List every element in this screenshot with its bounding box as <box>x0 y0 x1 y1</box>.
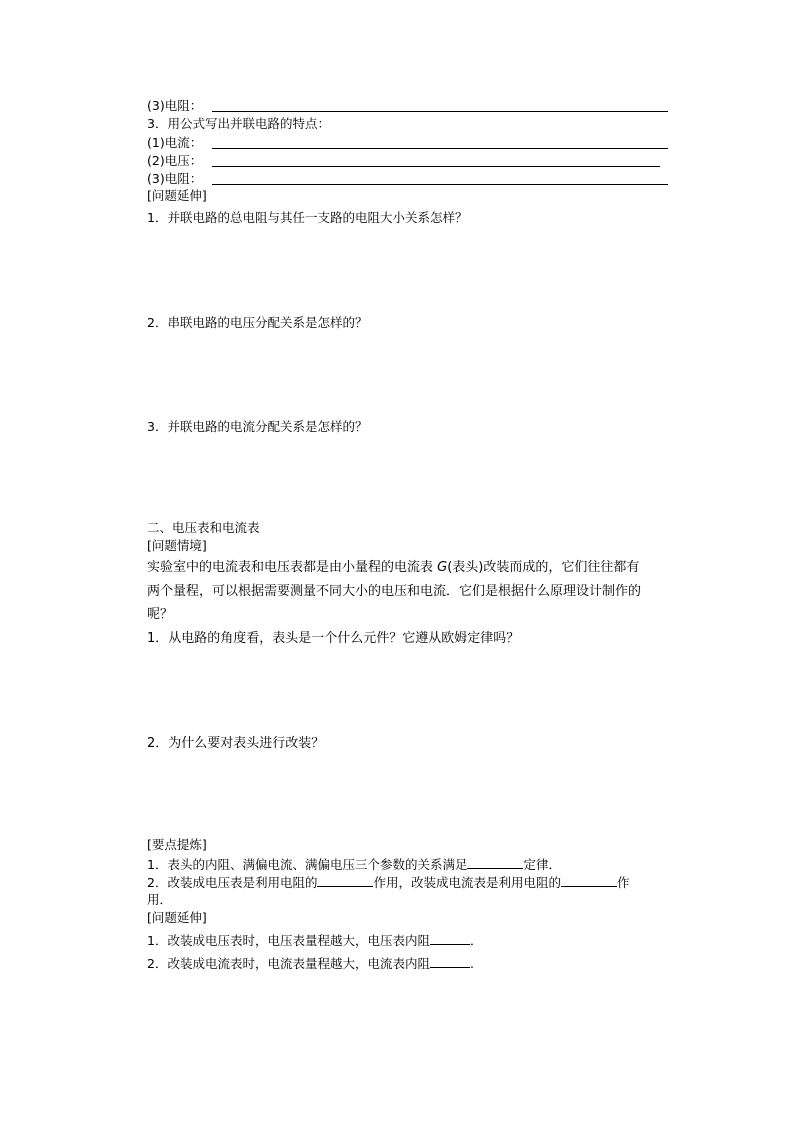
extension-text: 2．改装成电流表时，电流表量程越大，电流表内阻 <box>147 956 430 971</box>
keypoint-2-continued: 用． <box>147 892 173 907</box>
answer-line[interactable] <box>212 148 668 149</box>
extension-text: 1．改装成电压表时，电压表量程越大，电压表内阻 <box>147 933 430 948</box>
keypoint-2 <box>147 874 630 891</box>
extension-item-2 <box>147 955 474 972</box>
keypoint-text: 作 <box>616 875 630 890</box>
voltage-item <box>147 153 202 169</box>
resistance-item-label: (3)电阻： <box>147 171 203 186</box>
resistance-item-top-label: (3)电阻： <box>147 98 203 113</box>
keypoint-text: 作用，改装成电流表是利用电阻的 <box>373 875 561 890</box>
voltage-item-label: (2)电压： <box>147 153 203 168</box>
current-item <box>147 135 202 151</box>
question-2: 2．为什么要对表头进行改装？ <box>147 736 325 751</box>
extension-question-2: 2．串联电路的电压分配关系是怎样的？ <box>147 315 368 330</box>
scenario-paragraph-line-1 <box>147 560 639 576</box>
answer-line[interactable] <box>212 184 668 185</box>
parallel-formula-question: 3．用公式写出并联电路的特点： <box>147 116 330 131</box>
extension-item-1 <box>147 932 482 949</box>
scenario-text: 实验室中的电流表和电压表都是由小量程的电流表 <box>147 560 438 575</box>
extension-question-3: 3．并联电路的电流分配关系是怎样的？ <box>147 419 368 434</box>
fill-blank[interactable] <box>430 932 470 945</box>
keypoint-text: 2．改装成电压表是利用电阻的 <box>147 875 318 890</box>
fill-blank[interactable] <box>430 955 470 968</box>
fill-blank[interactable] <box>561 874 617 887</box>
galvanometer-symbol: G <box>437 560 448 575</box>
answer-line[interactable] <box>212 111 668 112</box>
extension-question-1: 1．并联电路的总电阻与其任一支路的电阻大小关系怎样？ <box>147 210 468 225</box>
extension-heading-2: [问题延伸] <box>147 910 207 925</box>
resistance-item <box>147 171 202 187</box>
scenario-heading: [问题情境] <box>147 538 207 553</box>
keypoints-heading: [要点提炼] <box>147 837 207 852</box>
fill-blank[interactable] <box>317 874 373 887</box>
keypoint-text: 定律． <box>523 857 561 872</box>
scenario-paragraph-line-3: 呢？ <box>147 607 174 622</box>
scenario-text: (表头)改装而成的，它们往往都有 <box>447 560 640 575</box>
fill-blank[interactable] <box>467 856 523 869</box>
answer-line[interactable] <box>212 166 660 167</box>
keypoint-1 <box>147 856 561 873</box>
extension-text: ． <box>469 933 483 948</box>
section-heading: 二、电压表和电流表 <box>147 520 260 535</box>
scenario-paragraph-line-2: 两个量程，可以根据需要测量不同大小的电压和电流．它们是根据什么原理设计制作的 <box>147 584 642 599</box>
extension-heading: [问题延伸] <box>147 188 207 203</box>
keypoint-text: 1．表头的内阻、满偏电流、满偏电压三个参数的关系满足 <box>147 857 468 872</box>
resistance-item-top <box>147 98 202 114</box>
question-1: 1．从电路的角度看，表头是一个什么元件？它遵从欧姆定律吗？ <box>147 631 520 646</box>
current-item-label: (1)电流： <box>147 135 203 150</box>
extension-text: . <box>469 956 474 971</box>
